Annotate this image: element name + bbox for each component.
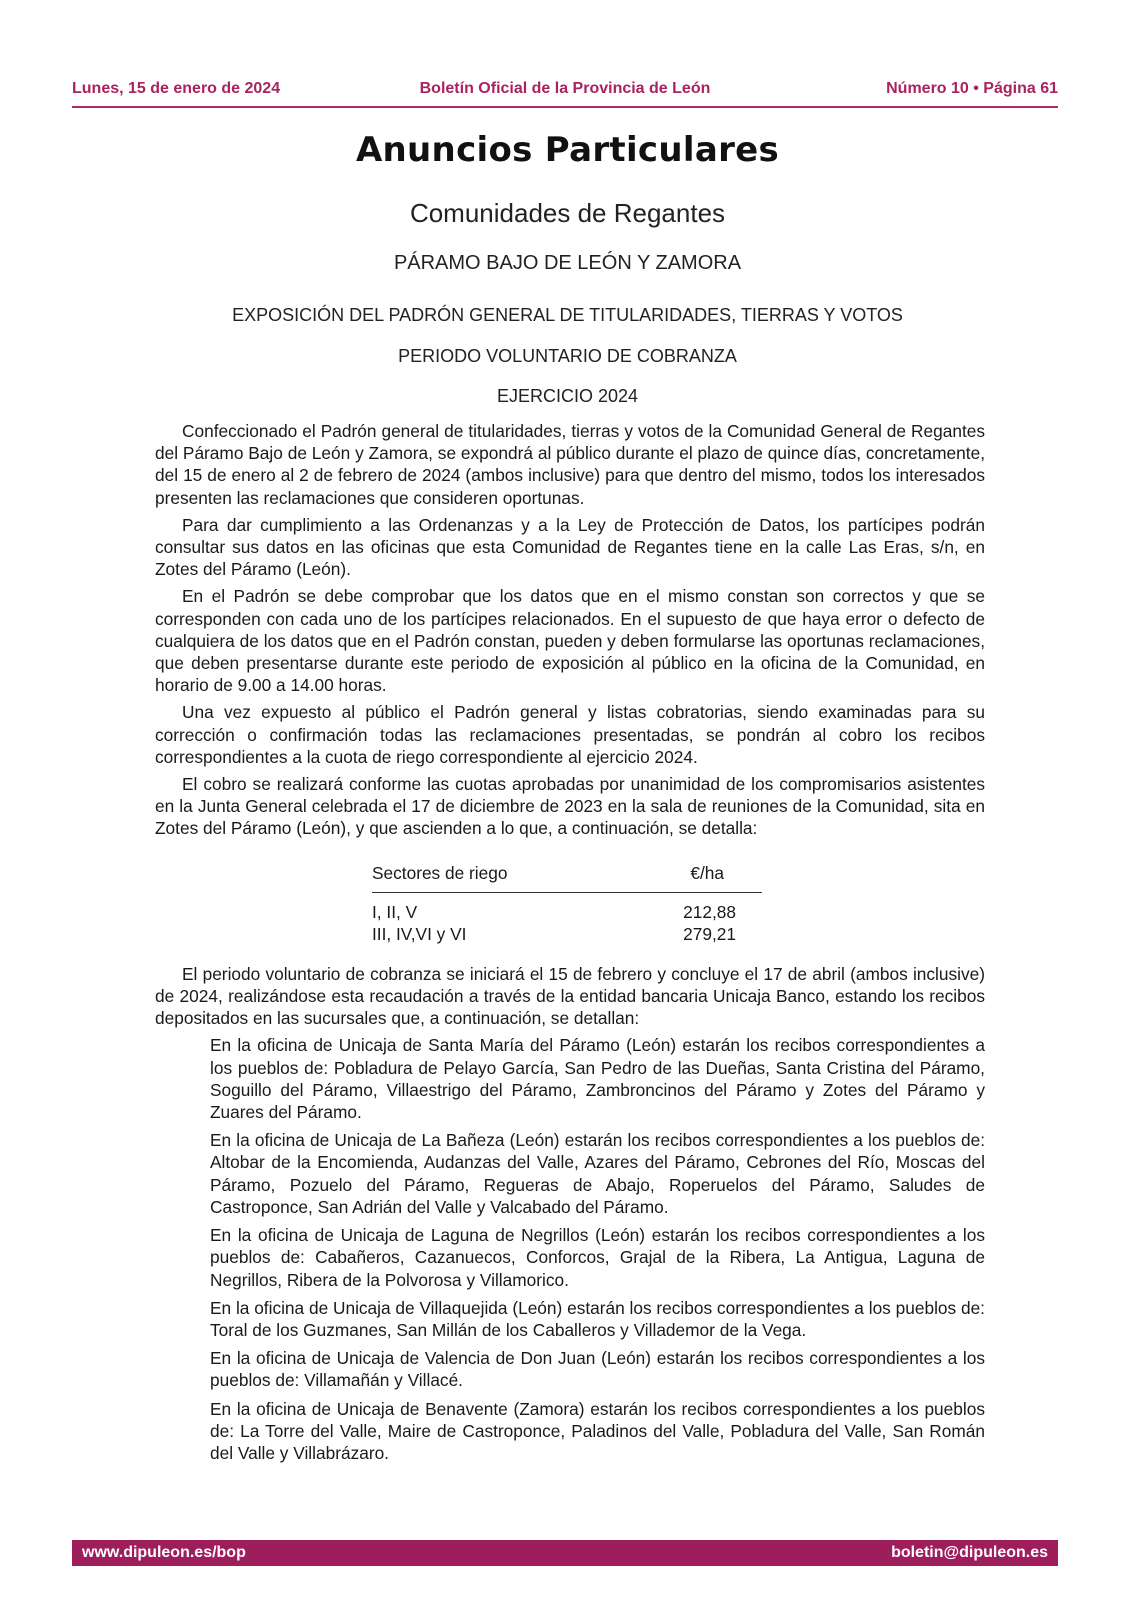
body-paragraph: Una vez expuesto al público el Padrón general y listas cobratorias, siendo examinadas para su corrección o confirmación todas las reclamaciones presentadas, se pondrán al cobro los recibos correspondientes a la cuota de riego correspondiente al ejercicio 2024. — [155, 702, 985, 767]
rate-cell: 212,88 — [683, 901, 736, 922]
body-paragraph: En el Padrón se debe comprobar que los datos que en el mismo constan son correctos y que se corresponden con cada uno de los partícipes relacionados. En el supuesto de que haya error o defecto de cualquiera de los datos que en el Padrón constan, pueden y deben formularse las oportunas reclamaciones, que deben presentarse durante este periodo de exposición al público en la oficina de la Comunidad, en horario de 9.00 a 14.00 horas. — [155, 586, 985, 696]
page-footer — [72, 1540, 1058, 1566]
section-subtitle: Comunidades de Regantes — [409, 198, 726, 228]
office-item: En la oficina de Unicaja de Santa María del Páramo (León) estarán los recibos correspondientes a los pueblos de: Pobladura de Pelayo García, San Pedro de las Dueñas, Santa Cristina del Páramo, Soguillo del Páramo, Villaestrigo del Páramo, Zambroncinos del Páramo y Zotes del Páramo y Zuares del Páramo. — [210, 1035, 985, 1123]
announcement-body — [155, 420, 985, 1470]
col-sector-header: Sectores de riego — [372, 862, 508, 883]
office-list — [155, 1034, 985, 1464]
announcement-heading: EXPOSICIÓN DEL PADRÓN GENERAL DE TITULARIDADES, TIERRAS Y VOTOS — [232, 305, 903, 325]
rate-cell: 279,21 — [683, 923, 736, 944]
sector-cell: III, IV,VI y VI — [372, 923, 467, 944]
table-row — [372, 901, 762, 923]
body-paragraph: El cobro se realizará conforme las cuotas aprobadas por unanimidad de los compromisarios asistentes en la Junta General celebrada el 17 de diciembre de 2023 en la sala de reuniones de la Comunidad, sita en Zotes del Páramo (León), y que ascienden a lo que, a continuación, se detalla: — [155, 774, 985, 839]
header-issue: Número 10 • Página 61 — [886, 80, 1058, 97]
collection-paragraph: El periodo voluntario de cobranza se iniciará el 15 de febrero y concluye el 17 de abril (ambos inclusive) de 2024, realizándose esta recaudación a través de la entidad bancaria Unicaja Banco, estando los recibos depositados en las sucursales que, a continuación, se detallan: — [155, 963, 985, 1029]
period-heading: PERIODO VOLUNTARIO DE COBRANZA — [398, 346, 737, 366]
community-name-heading: PÁRAMO BAJO DE LEÓN Y ZAMORA — [393, 252, 742, 274]
footer-email-link[interactable]: boletin@dipuleon.es — [891, 1544, 1048, 1561]
fee-table-header — [372, 862, 762, 893]
col-rate-header: €/ha — [690, 862, 724, 883]
year-heading: EJERCICIO 2024 — [496, 386, 639, 406]
table-row — [372, 923, 762, 945]
sector-cell: I, II, V — [372, 901, 418, 922]
body-paragraph: Para dar cumplimiento a las Ordenanzas y a la Ley de Protección de Datos, los partícipes podrán consultar sus datos en las oficinas que esta Comunidad de Regantes tiene en la calle Las Eras, s/n, en Zotes del Páramo (León). — [155, 514, 985, 580]
header-date: Lunes, 15 de enero de 2024 — [72, 80, 281, 97]
body-paragraph: Confeccionado el Padrón general de titularidades, tierras y votos de la Comunidad General de Regantes del Páramo Bajo de León y Zamora, se expondrá al público durante el plazo de quince días, concretamente, del 15 de enero al 2 de febrero de 2024 (ambos inclusive) para que dentro del mismo, todos los interesados presenten las reclamaciones que consideren oportunas. — [155, 421, 985, 508]
page-title: Anuncios Particulares — [355, 130, 780, 170]
office-item: En la oficina de Unicaja de Villaquejida (León) estarán los recibos correspondientes a los pueblos de: Toral de los Guzmanes, San Millán de los Caballeros y Villademor de la Vega. — [210, 1297, 985, 1340]
office-item: En la oficina de Unicaja de Valencia de Don Juan (León) estarán los recibos correspondientes a los pueblos de: Villamañán y Villacé. — [210, 1348, 985, 1391]
footer-website-link[interactable]: www.dipuleon.es/bop — [82, 1544, 246, 1561]
fee-table — [372, 862, 762, 945]
office-item: En la oficina de Unicaja de Benavente (Zamora) estarán los recibos correspondientes a los pueblos de: La Torre del Valle, Maire de Castroponce, Paladinos del Valle, Pobladura del Valle, San Román del Valle y Villabrázaro. — [210, 1398, 985, 1463]
office-item: En la oficina de Unicaja de La Bañeza (León) estarán los recibos correspondientes a los pueblos de: Altobar de la Encomienda, Audanzas del Valle, Azares del Páramo, Cebrones del Río, Moscas del Páramo, Pozuelo del Páramo, Regueras de Abajo, Roperuelos del Páramo, Saludes de Castroponce, San Adrián del Valle y Valcabado del Páramo. — [210, 1130, 985, 1217]
page-header — [72, 78, 1058, 108]
office-item: En la oficina de Unicaja de Laguna de Negrillos (León) estarán los recibos correspondientes a los pueblos de: Cabañeros, Cazanuecos, Conforcos, Grajal de la Ribera, La Antigua, Laguna de Negrillos, Ribera de la Polvorosa y Villamorico. — [210, 1225, 985, 1290]
header-publication: Boletín Oficial de la Provincia de León — [419, 80, 711, 97]
